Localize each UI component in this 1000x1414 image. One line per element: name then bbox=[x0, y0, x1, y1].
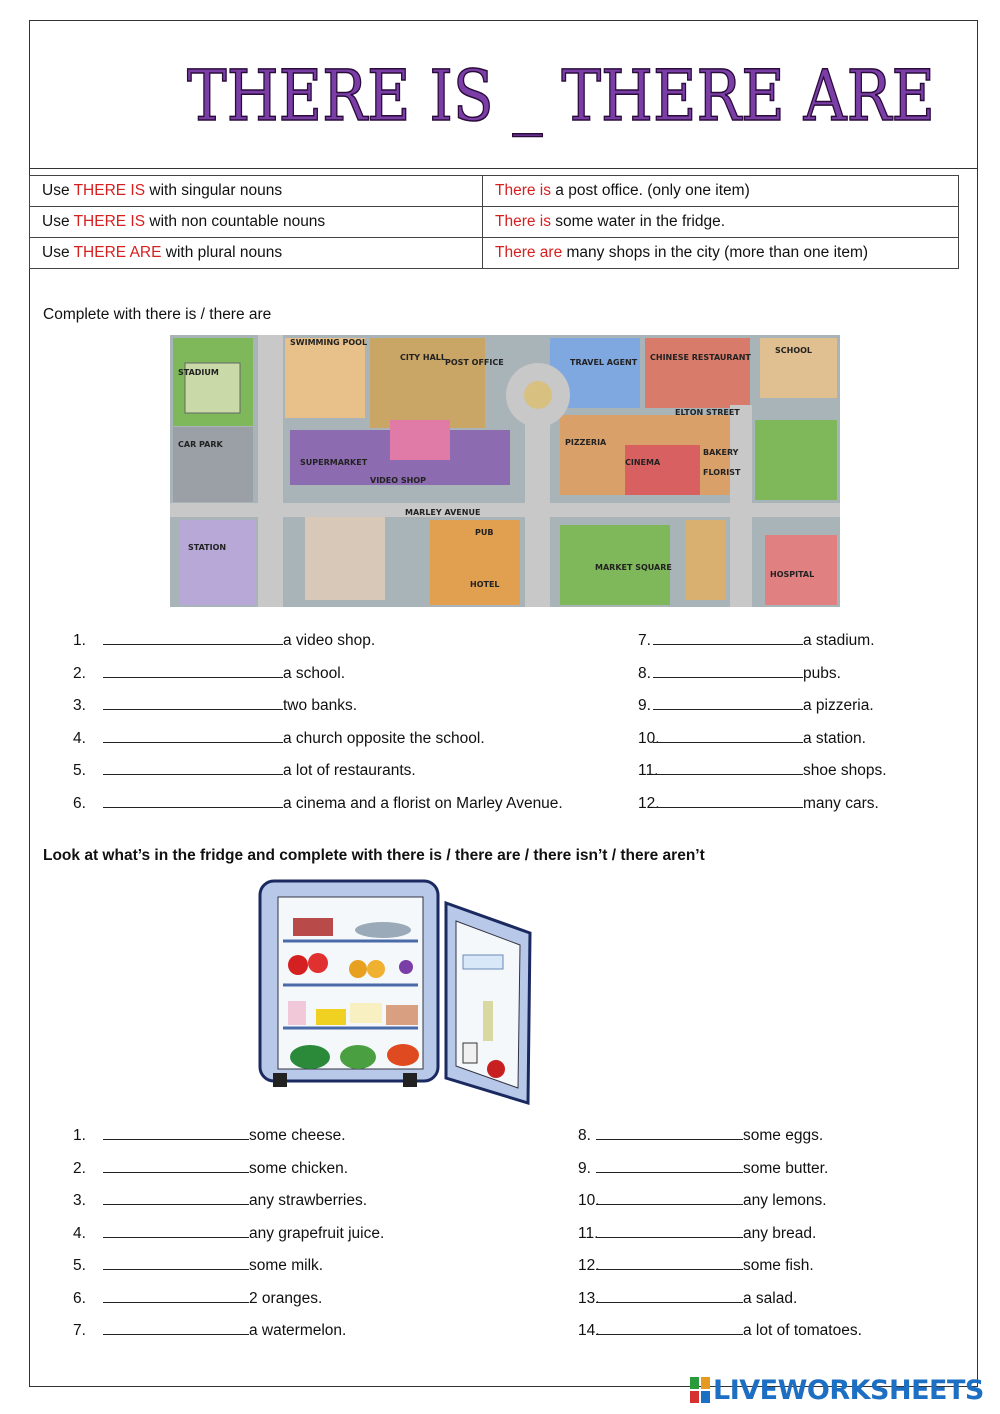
exercise-text: a video shop. bbox=[283, 632, 376, 649]
rule-example bbox=[483, 176, 959, 207]
exercise-number: 8. bbox=[578, 1127, 591, 1144]
example-keyword: There is bbox=[495, 213, 551, 230]
answer-blank[interactable] bbox=[596, 1192, 743, 1205]
exercise-text: a pizzeria. bbox=[803, 697, 874, 714]
rule-usage bbox=[30, 238, 483, 269]
rule-rest: with non countable nouns bbox=[145, 213, 326, 230]
exercise-item bbox=[73, 1127, 346, 1145]
exercise-item bbox=[73, 697, 357, 715]
exercise-item bbox=[578, 1127, 823, 1145]
answer-blank[interactable] bbox=[103, 697, 283, 710]
exercise-text: some butter. bbox=[743, 1159, 829, 1177]
answer-blank[interactable] bbox=[103, 1160, 249, 1173]
exercise-number: 9. bbox=[638, 697, 651, 714]
exercise-item bbox=[638, 730, 866, 748]
exercise-text: some fish. bbox=[743, 1257, 814, 1274]
map-label: BAKERY bbox=[703, 448, 739, 457]
map-label: MARLEY AVENUE bbox=[405, 508, 481, 517]
answer-blank[interactable] bbox=[103, 665, 283, 678]
map-label: ELTON STREET bbox=[675, 408, 740, 417]
map-label: PUB bbox=[475, 528, 494, 537]
answer-blank[interactable] bbox=[653, 632, 803, 645]
exercise-text: pubs. bbox=[803, 664, 841, 682]
exercise-number: 12. bbox=[638, 794, 660, 812]
exercise-text: a watermelon. bbox=[249, 1322, 347, 1339]
exercise-text: a cinema and a florist on Marley Avenue. bbox=[283, 794, 563, 812]
exercise-item bbox=[73, 762, 416, 780]
answer-blank[interactable] bbox=[103, 1290, 249, 1303]
exercise-item bbox=[638, 697, 874, 715]
exercise-number: 12. bbox=[578, 1257, 600, 1274]
example-rest: some water in the fridge. bbox=[551, 213, 726, 230]
exercise-text: shoe shops. bbox=[803, 762, 887, 779]
answer-blank[interactable] bbox=[653, 697, 803, 710]
map-label: HOSPITAL bbox=[770, 570, 815, 579]
section1-instruction: Complete with there is / there are bbox=[43, 306, 272, 323]
map-label: STADIUM bbox=[178, 368, 219, 377]
town-map bbox=[170, 335, 840, 607]
exercise-number: 5. bbox=[73, 1257, 86, 1274]
exercise-item bbox=[578, 1192, 827, 1210]
map-label: SUPERMARKET bbox=[300, 458, 368, 467]
answer-blank[interactable] bbox=[103, 730, 283, 743]
exercise-text: a stadium. bbox=[803, 632, 875, 649]
exercise-item bbox=[73, 665, 345, 683]
rule-use: Use bbox=[42, 213, 74, 230]
rules-table bbox=[29, 175, 959, 269]
exercise-text: some eggs. bbox=[743, 1127, 824, 1144]
exercise-number: 4. bbox=[73, 1224, 86, 1242]
exercise-number: 7. bbox=[638, 632, 651, 649]
rule-rest: with singular nouns bbox=[145, 182, 283, 199]
exercise-number: 14. bbox=[578, 1322, 600, 1339]
page-title bbox=[185, 48, 945, 136]
liveworksheets-icon bbox=[690, 1377, 710, 1403]
exercise-text: some cheese. bbox=[249, 1127, 346, 1144]
example-keyword: There are bbox=[495, 244, 563, 261]
exercise-text: any bread. bbox=[743, 1224, 817, 1242]
rule-row bbox=[30, 176, 959, 207]
rule-use: Use bbox=[42, 182, 74, 199]
answer-blank[interactable] bbox=[653, 730, 803, 743]
answer-blank[interactable] bbox=[596, 1225, 743, 1238]
answer-blank[interactable] bbox=[103, 762, 283, 775]
liveworksheets-logo[interactable] bbox=[690, 1373, 984, 1407]
answer-blank[interactable] bbox=[653, 665, 803, 678]
fridge-image bbox=[258, 873, 538, 1113]
map-label: FLORIST bbox=[703, 468, 741, 477]
example-rest: a post office. (only one item) bbox=[551, 182, 750, 199]
exercise-number: 2. bbox=[73, 664, 86, 682]
exercise-item bbox=[73, 632, 375, 650]
map-label: HOTEL bbox=[470, 580, 500, 589]
exercise-number: 10. bbox=[578, 1192, 600, 1209]
logo-text: LIVEWORKSHEETS bbox=[713, 1374, 984, 1406]
rule-row bbox=[30, 207, 959, 238]
exercise-item bbox=[578, 1160, 828, 1178]
exercise-number: 9. bbox=[578, 1159, 591, 1177]
exercise-item bbox=[578, 1322, 862, 1340]
exercise-item bbox=[73, 795, 563, 813]
exercise-item bbox=[73, 1322, 346, 1340]
rule-rest: with plural nouns bbox=[161, 244, 283, 261]
exercise-text: any strawberries. bbox=[249, 1192, 368, 1209]
map-label: SWIMMING POOL bbox=[290, 338, 368, 347]
exercise-item bbox=[73, 1160, 348, 1178]
answer-blank[interactable] bbox=[103, 1322, 249, 1335]
exercise-text: any grapefruit juice. bbox=[249, 1224, 385, 1242]
example-rest: many shops in the city (more than one item) bbox=[562, 244, 869, 261]
map-label: TRAVEL AGENT bbox=[570, 358, 638, 367]
example-keyword: There is bbox=[495, 182, 551, 199]
exercise-text: a church opposite the school. bbox=[283, 729, 485, 747]
answer-blank[interactable] bbox=[653, 762, 803, 775]
map-label: CITY HALL bbox=[400, 353, 446, 362]
exercise-number: 6. bbox=[73, 1289, 86, 1307]
exercise-text: some chicken. bbox=[249, 1159, 349, 1177]
exercise-item bbox=[73, 1192, 367, 1210]
rule-keyword: THERE IS bbox=[73, 182, 146, 199]
exercise-number: 11. bbox=[638, 762, 659, 779]
exercise-text: a school. bbox=[283, 664, 346, 682]
answer-blank[interactable] bbox=[596, 1257, 743, 1270]
exercise-number: 2. bbox=[73, 1159, 86, 1177]
exercise-number: 5. bbox=[73, 762, 86, 779]
exercise-item bbox=[638, 795, 879, 813]
answer-blank[interactable] bbox=[653, 795, 803, 808]
title-divider bbox=[29, 168, 978, 169]
answer-blank[interactable] bbox=[103, 1127, 249, 1140]
exercise-item bbox=[638, 665, 841, 683]
exercise-text: a lot of restaurants. bbox=[283, 762, 416, 779]
map-label: CHINESE RESTAURANT bbox=[650, 353, 751, 362]
exercise-number: 4. bbox=[73, 729, 86, 747]
page-title-text: THERE IS _ THERE ARE bbox=[187, 55, 935, 137]
map-label: POST OFFICE bbox=[445, 358, 504, 367]
exercise-item bbox=[638, 762, 887, 780]
exercise-text: some milk. bbox=[249, 1257, 324, 1274]
exercise-text: a station. bbox=[803, 729, 866, 747]
map-label: MARKET SQUARE bbox=[595, 563, 672, 572]
map-label: VIDEO SHOP bbox=[370, 476, 426, 485]
answer-blank[interactable] bbox=[103, 795, 283, 808]
answer-blank[interactable] bbox=[596, 1290, 743, 1303]
exercise-number: 11. bbox=[578, 1224, 599, 1242]
exercise-text: a salad. bbox=[743, 1289, 798, 1307]
exercise-item bbox=[73, 730, 485, 748]
answer-blank[interactable] bbox=[103, 632, 283, 645]
exercise-item bbox=[578, 1290, 797, 1308]
exercise-number: 3. bbox=[73, 697, 86, 714]
section2-instruction: Look at what’s in the fridge and complete with there is / there are / there isn’t / there aren’t bbox=[43, 847, 705, 864]
answer-blank[interactable] bbox=[596, 1160, 743, 1173]
exercise-number: 8. bbox=[638, 664, 651, 682]
rule-keyword: THERE ARE bbox=[73, 244, 162, 261]
rule-example bbox=[483, 207, 959, 238]
rule-use: Use bbox=[42, 244, 74, 261]
exercise-number: 1. bbox=[73, 632, 86, 649]
answer-blank[interactable] bbox=[103, 1257, 249, 1270]
answer-blank[interactable] bbox=[596, 1127, 743, 1140]
exercise-text: a lot of tomatoes. bbox=[743, 1322, 862, 1339]
exercise-item bbox=[73, 1257, 323, 1275]
map-label: CINEMA bbox=[625, 458, 661, 467]
rule-usage bbox=[30, 176, 483, 207]
exercise-text: two banks. bbox=[283, 697, 358, 714]
exercise-number: 6. bbox=[73, 794, 86, 812]
exercise-item bbox=[578, 1257, 814, 1275]
rule-keyword: THERE IS bbox=[73, 213, 146, 230]
answer-blank[interactable] bbox=[103, 1192, 249, 1205]
map-label: STATION bbox=[188, 543, 227, 552]
rule-row bbox=[30, 238, 959, 269]
exercise-item bbox=[638, 632, 875, 650]
map-label: SCHOOL bbox=[775, 346, 813, 355]
map-label: CAR PARK bbox=[178, 440, 223, 449]
exercise-item bbox=[578, 1225, 816, 1243]
exercise-number: 10. bbox=[638, 729, 660, 747]
exercise-item bbox=[73, 1290, 322, 1308]
exercise-number: 7. bbox=[73, 1322, 86, 1339]
answer-blank[interactable] bbox=[103, 1225, 249, 1238]
exercise-number: 13. bbox=[578, 1289, 600, 1307]
answer-blank[interactable] bbox=[596, 1322, 743, 1335]
exercise-text: 2 oranges. bbox=[249, 1289, 323, 1307]
rule-usage bbox=[30, 207, 483, 238]
rule-example bbox=[483, 238, 959, 269]
exercise-number: 1. bbox=[73, 1127, 86, 1144]
map-label: PIZZERIA bbox=[565, 438, 607, 447]
exercise-item bbox=[73, 1225, 384, 1243]
exercise-text: any lemons. bbox=[743, 1192, 827, 1209]
exercise-number: 3. bbox=[73, 1192, 86, 1209]
exercise-text: many cars. bbox=[803, 794, 879, 812]
